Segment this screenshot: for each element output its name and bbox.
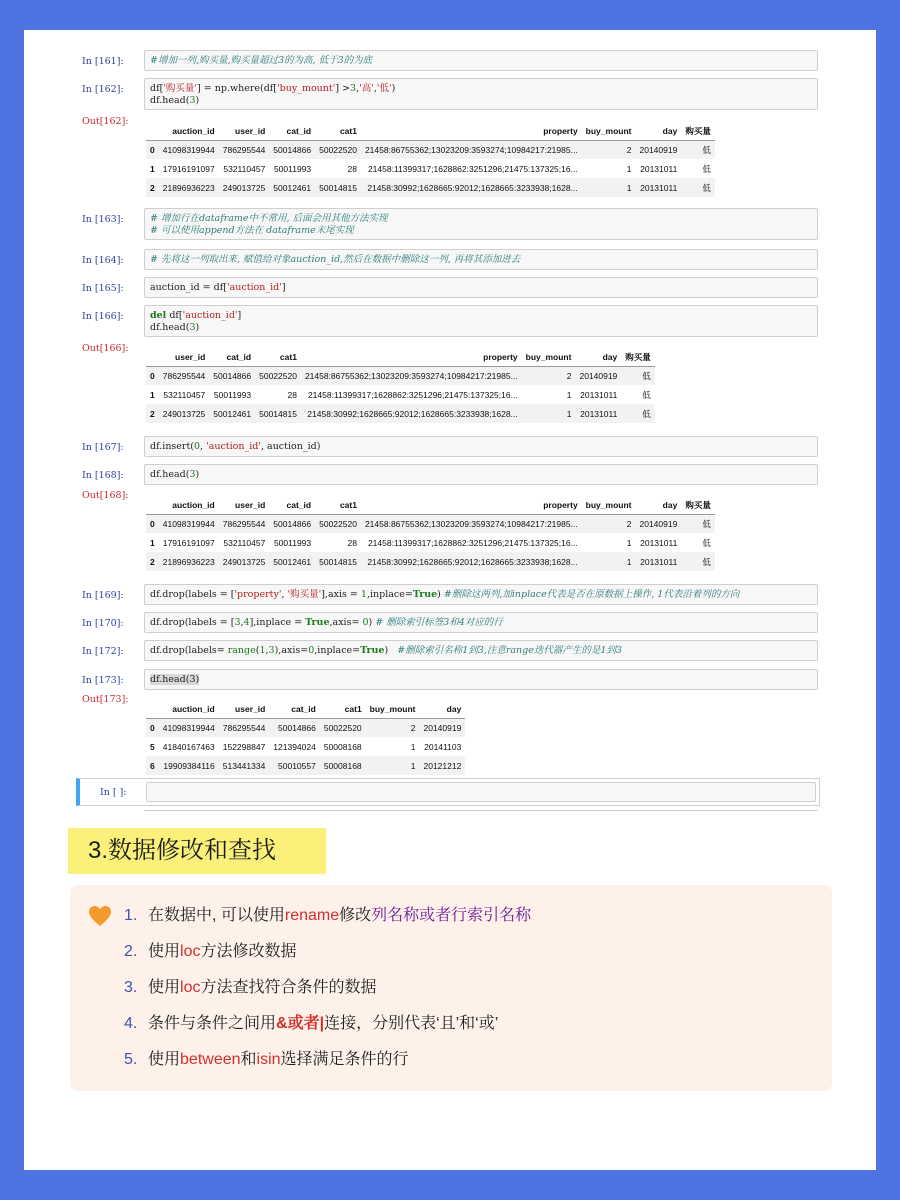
table-cell: 21896936223	[159, 552, 219, 571]
code-cell-169[interactable]: df.drop(labels = ['property', '购买量'],axis = 1,inplace=True) #删除这两列,加inplace代表是否在原数据上操作, 1代表沿着列的方向	[144, 584, 818, 605]
table-cell: 20140919	[419, 718, 465, 737]
cell-prompt: In [172]:	[82, 646, 124, 657]
table-cell: 低	[642, 389, 651, 400]
row-index: 2	[146, 552, 159, 571]
table-row	[146, 366, 655, 385]
table-cell: 50014866	[269, 718, 320, 737]
table-cell: 41840167463	[162, 741, 215, 752]
column-header: cat_id	[269, 122, 315, 140]
table-row	[146, 533, 715, 552]
out-prompt: Out[166]:	[82, 343, 129, 354]
cell-prompt: In [161]:	[82, 56, 124, 67]
code-cell-164[interactable]: # 先将这一列取出来, 赋值给对象auction_id,然后在数据中删除这一列, 再将其添加进去	[144, 249, 818, 270]
table-cell: 786295544	[159, 366, 210, 385]
table-cell: 19909384116	[159, 756, 219, 775]
table-cell: 28	[287, 389, 297, 400]
column-header: buy_mount	[522, 348, 576, 366]
table-cell: 50012461	[269, 178, 315, 197]
table-header-row	[146, 700, 465, 718]
cell-prompt: In [162]:	[82, 84, 124, 95]
cell-prompt: In [173]:	[82, 675, 124, 686]
table-cell: 249013725	[219, 178, 270, 197]
column-header: user_id	[219, 122, 270, 140]
row-index: 0	[146, 140, 159, 159]
table-cell: 532110457	[223, 537, 266, 548]
list-item: 1. 在数据中, 可以使用rename修改列名称或者行索引名称	[124, 907, 532, 924]
table-cell: 低	[702, 163, 711, 174]
column-header: day	[575, 348, 621, 366]
column-header: cat_id	[269, 700, 320, 718]
table-cell: 1	[566, 389, 572, 400]
code-cell-162[interactable]: df['购买量'] = np.where(df['buy_mount'] >3,'高','低') df.head(3)	[144, 78, 818, 110]
notes-list	[124, 907, 531, 1087]
column-header: buy_mount	[366, 700, 420, 718]
column-header	[146, 348, 159, 366]
table-cell: 21458:30992;1628665:92012;1628665:3233938;1628...	[301, 404, 522, 423]
column-header: property	[301, 348, 522, 366]
table-row	[146, 718, 465, 737]
row-index: 6	[146, 756, 159, 775]
column-header: user_id	[219, 496, 270, 514]
column-header	[146, 122, 159, 140]
column-header: day	[419, 700, 465, 718]
table-cell: 249013725	[219, 552, 270, 571]
out-prompt: Out[162]:	[82, 116, 129, 127]
table-cell: 50011993	[273, 163, 312, 174]
table-cell: 1	[366, 756, 420, 775]
cell-prompt: In [ ]:	[100, 787, 127, 798]
table-cell: 41098319944	[159, 140, 219, 159]
table-cell: 20141103	[424, 741, 462, 752]
cell-prompt: In [163]:	[82, 214, 124, 225]
table-cell: 低	[702, 537, 711, 548]
row-index: 5	[150, 741, 155, 752]
table-cell: 28	[347, 163, 357, 174]
row-index: 0	[146, 718, 159, 737]
code-cell-167[interactable]: df.insert(0, 'auction_id', auction_id)	[144, 436, 818, 457]
cell-prompt: In [165]:	[82, 283, 124, 294]
row-index: 0	[146, 366, 159, 385]
table-row	[146, 385, 655, 404]
table-cell: 786295544	[219, 514, 270, 533]
table-header-row	[146, 348, 655, 366]
column-header: buy_mount	[582, 496, 636, 514]
table-cell: 50022520	[315, 514, 361, 533]
column-header	[146, 700, 159, 718]
column-header: cat_id	[269, 496, 315, 514]
table-row	[146, 404, 655, 423]
cell-prompt: In [170]:	[82, 618, 124, 629]
column-header: buy_mount	[582, 122, 636, 140]
code-cell-170[interactable]: df.drop(labels = [3,4],inplace = True,axis= 0) # 删除索引标签3和4对应的行	[144, 612, 818, 633]
out-prompt: Out[173]:	[82, 694, 129, 705]
table-row	[146, 756, 465, 775]
code-cell-166[interactable]: del df['auction_id'] df.head(3)	[144, 305, 818, 337]
table-cell: 20131011	[575, 404, 621, 423]
table-cell: 41098319944	[159, 718, 219, 737]
table-cell: 低	[621, 404, 655, 423]
table-cell: 50008168	[323, 741, 362, 752]
table-row	[146, 514, 715, 533]
list-item: 2. 使用loc方法修改数据	[124, 943, 297, 960]
table-cell: 低	[681, 140, 715, 159]
code-cell-172[interactable]: df.drop(labels= range(1,3),axis=0,inplace=True) #删除索引名称1到3,注意range迭代器产生的是1到3	[144, 640, 818, 661]
column-header: property	[361, 496, 582, 514]
table-cell: 21896936223	[159, 178, 219, 197]
cell-prompt: In [167]:	[82, 442, 124, 453]
table-cell: 786295544	[219, 718, 270, 737]
cell-prompt: In [166]:	[82, 311, 124, 322]
table-cell: 50014815	[315, 552, 361, 571]
column-header: auction_id	[159, 700, 219, 718]
table-cell: 20131011	[640, 163, 678, 174]
table-cell: 17916191097	[162, 163, 215, 174]
list-item: 4. 条件与条件之间用&或者|连接，分别代表‘且’和‘或’	[124, 1015, 499, 1032]
table-cell: 249013725	[159, 404, 210, 423]
list-item: 3. 使用loc方法查找符合条件的数据	[124, 979, 377, 996]
cell-divider	[144, 810, 818, 811]
table-cell: 1	[582, 178, 636, 197]
dataframe-output-166	[146, 348, 655, 423]
table-cell: 17916191097	[162, 537, 215, 548]
table-cell: 1	[522, 404, 576, 423]
table-cell: 786295544	[219, 140, 270, 159]
column-header: cat1	[315, 122, 361, 140]
table-cell: 50014866	[209, 366, 255, 385]
section-title: 3.数据修改和查找	[68, 828, 326, 874]
dataframe-output-162	[146, 122, 715, 197]
table-cell: 50012461	[269, 552, 315, 571]
code-input[interactable]	[146, 782, 816, 802]
column-header	[146, 496, 159, 514]
table-cell: 50014815	[255, 404, 301, 423]
table-cell: 21458:86755362;13023209:3593274;10984217:21985...	[301, 366, 522, 385]
table-cell: 20140919	[635, 140, 681, 159]
notebook-page	[24, 30, 876, 1170]
table-cell: 20131011	[635, 178, 681, 197]
table-cell: 28	[347, 537, 357, 548]
table-cell: 20131011	[635, 552, 681, 571]
table-cell: 532110457	[163, 389, 206, 400]
table-cell: 50008168	[320, 756, 366, 775]
table-cell: 20140919	[635, 514, 681, 533]
code-cell-161[interactable]: #增加一列,购买量,购买量超过3的为高, 低于3的为底	[144, 50, 818, 71]
table-cell: 41098319944	[159, 514, 219, 533]
table-cell: 2	[582, 140, 636, 159]
column-header: property	[361, 122, 582, 140]
table-cell: 低	[681, 514, 715, 533]
active-empty-cell[interactable]	[76, 778, 820, 806]
table-cell: 1	[582, 552, 636, 571]
column-header: day	[635, 122, 681, 140]
table-row	[146, 178, 715, 197]
table-cell: 21458:86755362;13023209:3593274;10984217:21985...	[361, 514, 582, 533]
column-header: 购买量	[621, 348, 655, 366]
list-item: 5. 使用between和isin选择满足条件的行	[124, 1051, 409, 1068]
code-cell-168[interactable]: df.head(3)	[144, 464, 818, 485]
table-cell: 513441334	[219, 756, 270, 775]
column-header: cat_id	[209, 348, 255, 366]
table-cell: 50022520	[320, 718, 366, 737]
table-cell: 2	[582, 514, 636, 533]
heart-icon	[88, 905, 112, 927]
column-header: user_id	[219, 700, 270, 718]
table-cell: 50022520	[315, 140, 361, 159]
table-header-row	[146, 122, 715, 140]
dataframe-output-173	[146, 700, 465, 775]
cell-prompt: In [169]:	[82, 590, 124, 601]
table-cell: 50010557	[269, 756, 320, 775]
table-cell: 50014815	[315, 178, 361, 197]
row-index: 2	[146, 404, 159, 423]
column-header: auction_id	[159, 122, 219, 140]
table-row	[146, 140, 715, 159]
table-cell: 21458:11399317;1628862:3251296;21475:137325;16...	[367, 163, 578, 174]
table-cell: 20131011	[640, 537, 678, 548]
table-cell: 50011993	[213, 389, 252, 400]
column-header: day	[635, 496, 681, 514]
table-cell: 21458:11399317;1628862:3251296;21475:137325;16...	[367, 537, 578, 548]
table-cell: 50012461	[209, 404, 255, 423]
table-row	[146, 737, 465, 756]
cell-prompt: In [168]:	[82, 470, 124, 481]
out-prompt: Out[168]:	[82, 490, 129, 501]
table-cell: 50011993	[273, 537, 312, 548]
dataframe-output-168	[146, 496, 715, 571]
table-cell: 低	[621, 366, 655, 385]
code-cell-163[interactable]: # 增加行在dataframe中不常用, 后面会用其他方法实现 # 可以使用append方法在 dataframe末尾实现	[144, 208, 818, 240]
table-cell: 21458:30992;1628665:92012;1628665:3233938;1628...	[361, 178, 582, 197]
table-cell: 1	[626, 163, 632, 174]
table-cell: 21458:30992;1628665:92012;1628665:3233938;1628...	[361, 552, 582, 571]
table-cell: 50014866	[269, 514, 315, 533]
table-cell: 50014866	[269, 140, 315, 159]
table-cell: 低	[681, 552, 715, 571]
table-cell: 低	[681, 178, 715, 197]
table-row	[146, 552, 715, 571]
table-cell: 1	[626, 537, 632, 548]
row-index: 0	[146, 514, 159, 533]
code-cell-165[interactable]: auction_id = df['auction_id']	[144, 277, 818, 298]
column-header: auction_id	[159, 496, 219, 514]
row-index: 2	[146, 178, 159, 197]
cell-prompt: In [164]:	[82, 255, 124, 266]
table-cell: 21458:86755362;13023209:3593274;10984217:21985...	[361, 140, 582, 159]
column-header: 购买量	[681, 496, 715, 514]
table-cell: 20140919	[575, 366, 621, 385]
table-cell: 20131011	[580, 389, 618, 400]
notes-box	[70, 885, 832, 1091]
column-header: 购买量	[681, 122, 715, 140]
table-cell: 2	[522, 366, 576, 385]
column-header: cat1	[320, 700, 366, 718]
table-cell: 121394024	[273, 741, 316, 752]
row-index: 1	[150, 163, 155, 174]
table-cell: 152298847	[222, 741, 266, 752]
row-index: 1	[150, 389, 155, 400]
table-cell: 2	[366, 718, 420, 737]
column-header: cat1	[315, 496, 361, 514]
row-index: 1	[150, 537, 155, 548]
column-header: user_id	[159, 348, 210, 366]
table-cell: 50022520	[255, 366, 301, 385]
table-header-row	[146, 496, 715, 514]
table-cell: 532110457	[223, 163, 266, 174]
table-row	[146, 159, 715, 178]
table-cell: 1	[410, 741, 416, 752]
code-cell-173[interactable]: df.head(3)	[144, 669, 818, 690]
column-header: cat1	[255, 348, 301, 366]
table-cell: 21458:11399317;1628862:3251296;21475:137325;16...	[307, 389, 518, 400]
table-cell: 20121212	[419, 756, 465, 775]
